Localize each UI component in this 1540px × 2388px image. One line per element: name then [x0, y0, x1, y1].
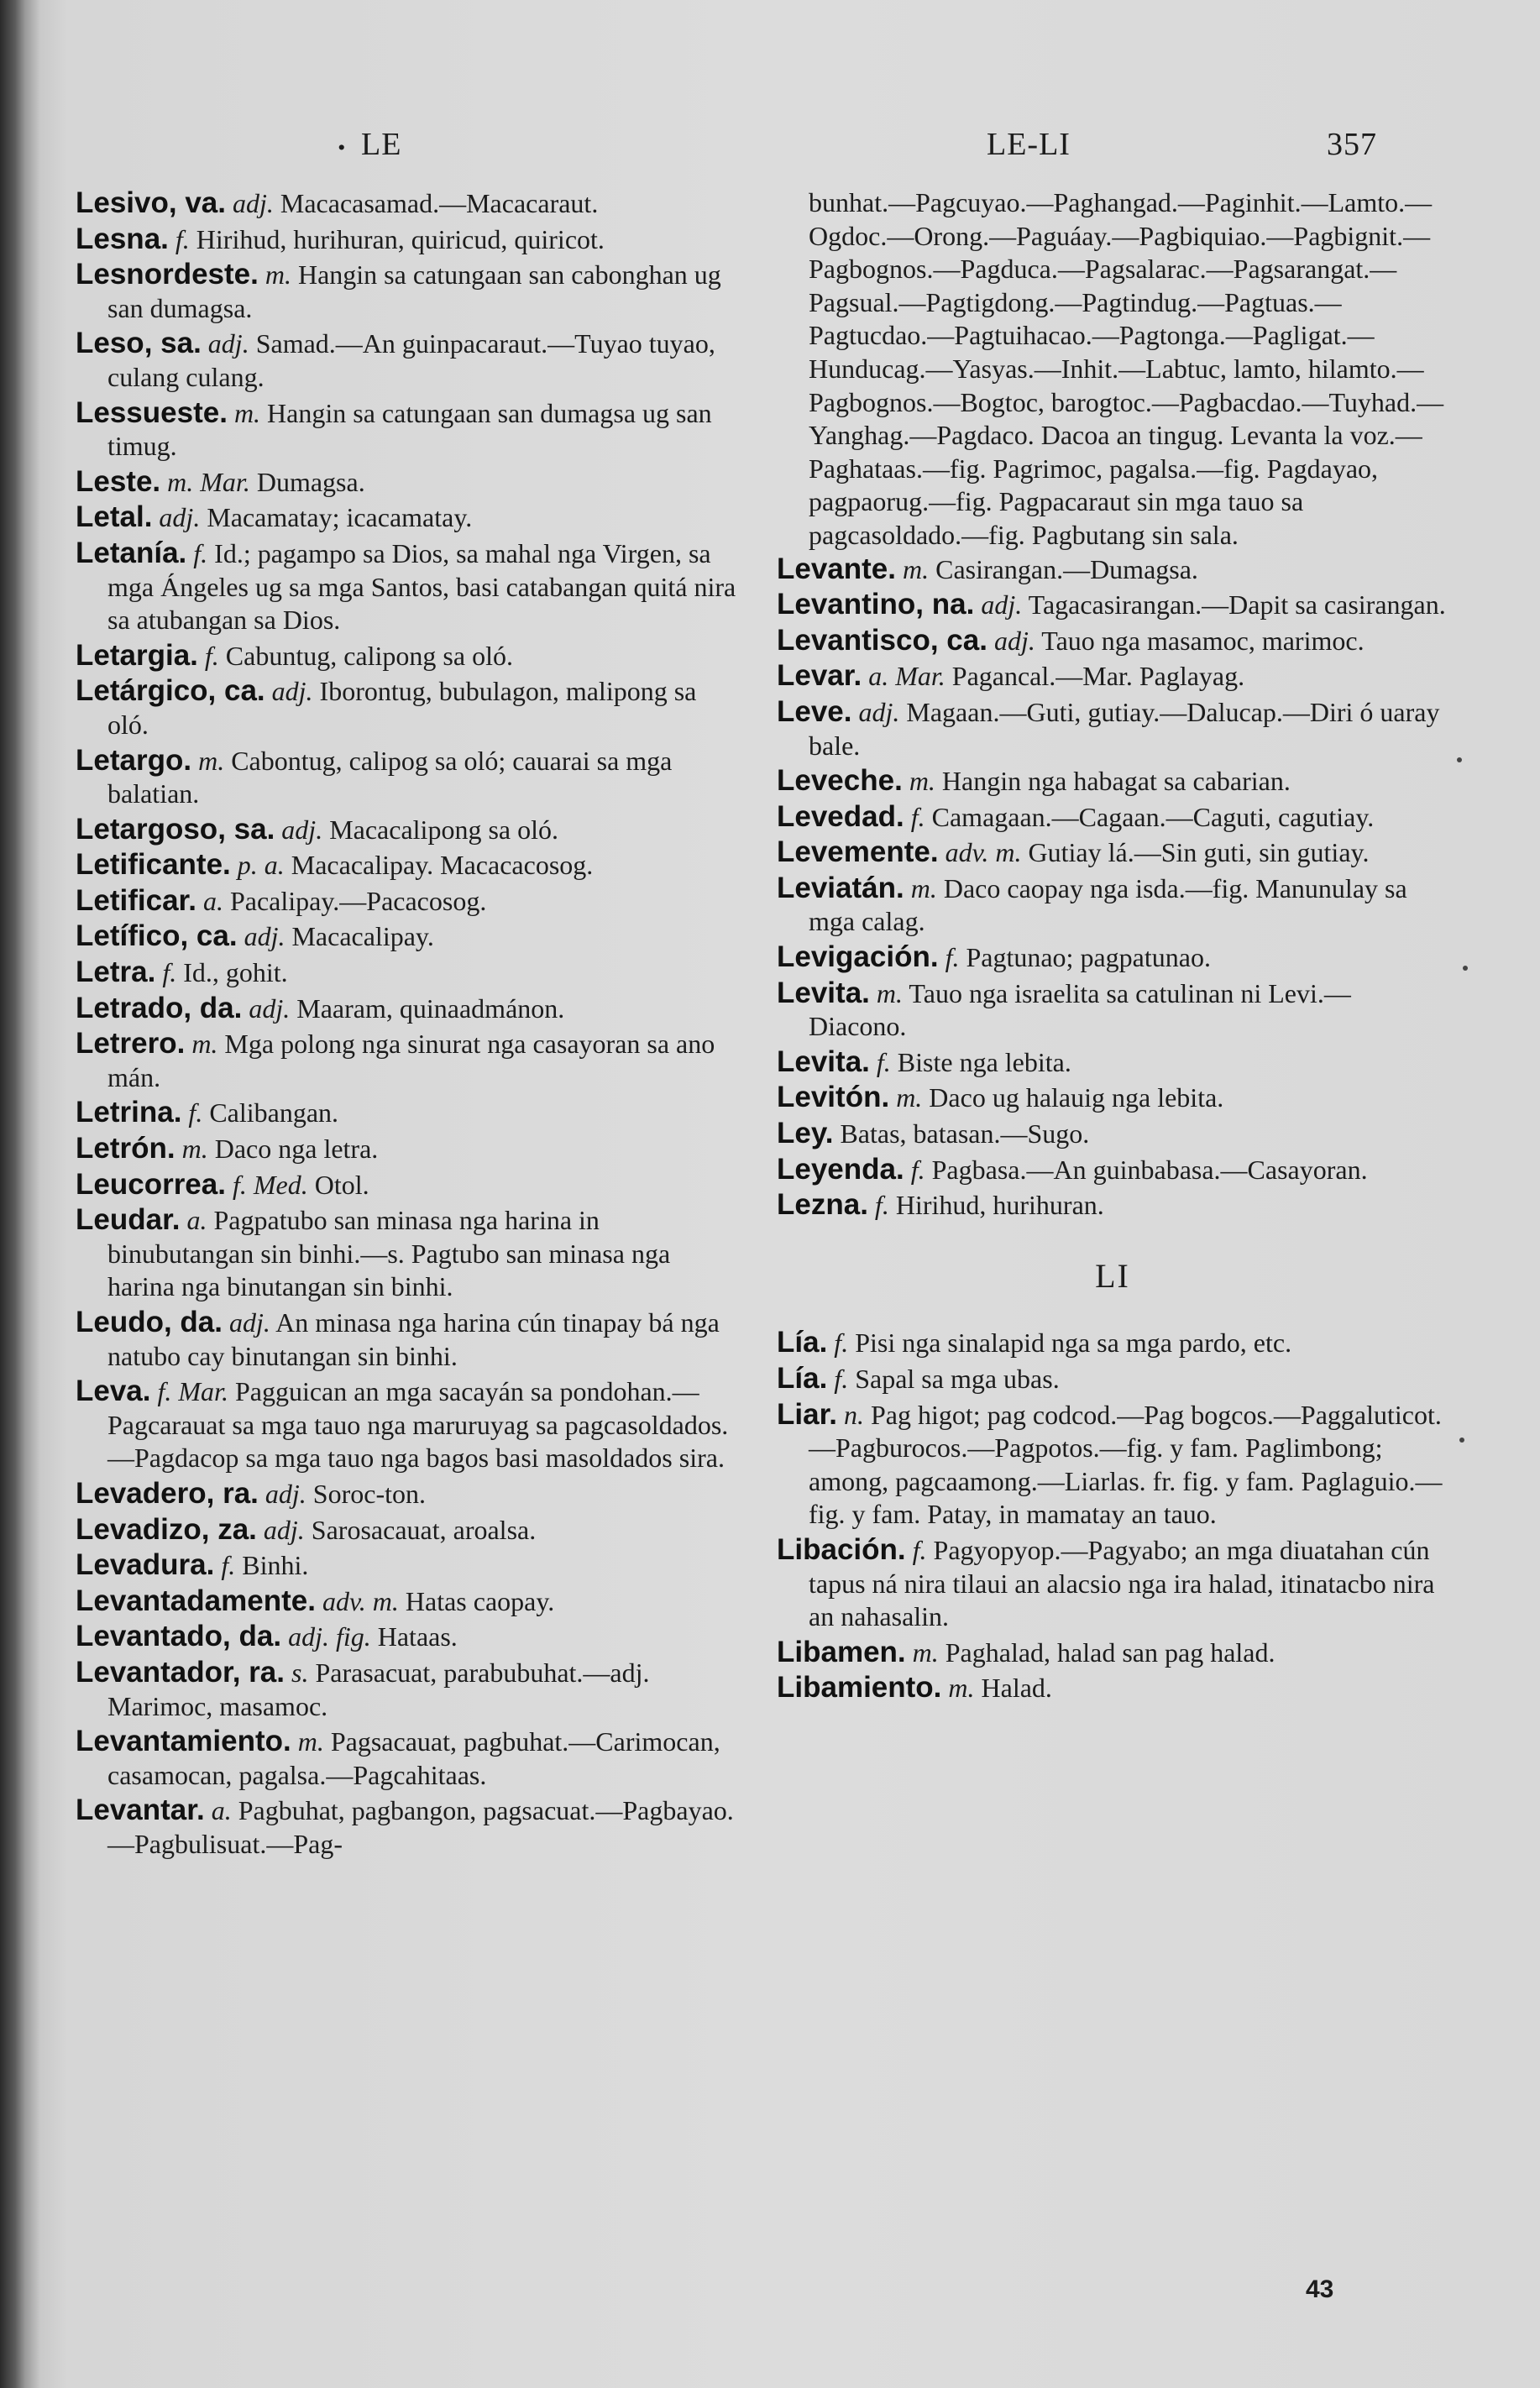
dictionary-entry	[777, 186, 1448, 552]
entry-definition: Pagpatubo san minasa nga harina in binubutangan sin binhi.—s. Pagtubo san minasa nga harina nga binutangan sin binhi.	[107, 1205, 671, 1302]
dictionary-entry	[76, 1548, 739, 1583]
dictionary-entry	[777, 872, 1448, 939]
entry-definition: Halad.	[981, 1673, 1052, 1704]
entry-grammar-abbr: m.	[909, 766, 935, 797]
dictionary-entry	[777, 1671, 1448, 1705]
entry-definition: Pagyopyop.—Pagyabo; an mga diuatahan cún tapus ná nira tilaui an alacsio nga ira halad, itinatacbo nira an nahasalin.	[809, 1534, 1435, 1632]
dictionary-entry	[76, 1620, 739, 1654]
entry-grammar-abbr: f.	[193, 537, 208, 568]
entry-headword: Letargoso, sa.	[76, 812, 275, 846]
entry-grammar-abbr: m.	[903, 553, 930, 584]
entry-definition: Daco ug halauig nga lebita.	[929, 1082, 1224, 1113]
entry-grammar-abbr: a. Mar.	[868, 661, 945, 692]
entry-definition: Hangin sa catungaan san dumagsa ug san timug.	[107, 397, 712, 462]
entry-grammar-abbr: s.	[291, 1657, 309, 1688]
dictionary-entry	[76, 813, 739, 847]
entry-definition: Magaan.—Guti, gutiay.—Dalucap.—Diri ó uaray bale.	[809, 696, 1440, 761]
entry-headword: Levemente.	[777, 835, 939, 869]
entry-grammar-abbr: f.	[874, 1190, 889, 1221]
dictionary-entry	[76, 537, 739, 637]
entry-grammar-abbr: a.	[186, 1205, 207, 1236]
ink-speck	[1459, 1438, 1464, 1443]
entry-headword: Levantado, da.	[76, 1620, 282, 1653]
dictionary-entry	[76, 1168, 739, 1202]
entry-grammar-abbr: f.	[910, 1154, 925, 1185]
entry-definition: Hirihud, hurihuran.	[895, 1190, 1104, 1221]
dictionary-entry	[76, 884, 739, 919]
entry-grammar-abbr: adj.	[159, 502, 201, 533]
entry-headword: Levadero, ra.	[76, 1476, 259, 1510]
entry-headword: Levadura.	[76, 1548, 215, 1582]
header-left: . LE	[361, 126, 401, 163]
entry-headword: Letal.	[76, 500, 153, 534]
entry-definition: Macacalipay. Macacacosog.	[291, 850, 594, 881]
entry-headword: Letrado, da.	[76, 991, 243, 1024]
dictionary-entry	[777, 1636, 1448, 1670]
entry-grammar-abbr: f.	[910, 801, 925, 832]
entry-grammar-abbr: adj.	[207, 328, 249, 359]
entry-grammar-abbr: m.	[910, 872, 937, 903]
entry-definition: Hatas caopay.	[405, 1585, 555, 1616]
entry-headword: Letra.	[76, 956, 156, 989]
entry-grammar-abbr: adv. m.	[322, 1585, 399, 1616]
entry-definition: Tagacasirangan.—Dapit sa casirangan.	[1028, 589, 1446, 621]
entry-grammar-abbr: a.	[211, 1795, 232, 1826]
entry-headword: Levitón.	[777, 1081, 890, 1114]
running-header	[0, 126, 1540, 176]
entry-grammar-abbr: p. a.	[237, 850, 285, 881]
dictionary-entry	[76, 465, 739, 500]
entry-definition: Cabuntug, calipong sa oló.	[225, 640, 513, 671]
dictionary-entry	[76, 223, 739, 257]
entry-grammar-abbr: f.	[834, 1364, 849, 1394]
ink-speck	[1457, 757, 1462, 762]
entry-headword: Leva.	[76, 1375, 151, 1408]
entry-definition: Dumagsa.	[256, 466, 365, 497]
entry-definition: Tauo nga masamoc, marimoc.	[1041, 625, 1365, 656]
entry-grammar-abbr: adj.	[232, 188, 274, 218]
entry-grammar-abbr: m.	[297, 1726, 324, 1757]
entry-definition: Daco caopay nga isda.—fig. Manunulay sa mga calag.	[809, 872, 1407, 937]
entry-grammar-abbr: m.	[912, 1637, 939, 1668]
entry-grammar-abbr: f.	[945, 942, 960, 973]
entry-grammar-abbr: f. Mar.	[157, 1376, 228, 1407]
entry-headword: Liar.	[777, 1397, 837, 1431]
entry-grammar-abbr: adj.	[981, 589, 1023, 621]
dictionary-entry	[777, 588, 1448, 622]
entry-definition: Otol.	[314, 1169, 369, 1200]
dictionary-entry	[777, 764, 1448, 799]
dictionary-entry	[76, 1794, 739, 1861]
entry-headword: Lessueste.	[76, 395, 228, 429]
dictionary-entry	[777, 1117, 1448, 1151]
entry-definition: Camagaan.—Cagaan.—Caguti, cagutiay.	[931, 801, 1375, 832]
dictionary-entry	[76, 1656, 739, 1723]
entry-definition: An minasa nga harina cún tinapay bá nga natubo cay binutangan sin binhi.	[107, 1307, 720, 1371]
entry-definition: Id., gohit.	[183, 957, 288, 988]
entry-grammar-abbr: adj.	[263, 1514, 305, 1545]
entry-definition: Pagancal.—Mar. Paglayag.	[951, 661, 1245, 692]
entry-headword: Letárgico, ca.	[76, 674, 265, 708]
entry-grammar-abbr: adj.	[271, 676, 313, 707]
entry-definition: Sapal sa mga ubas.	[855, 1364, 1060, 1394]
dictionary-entry	[76, 639, 739, 673]
entry-grammar-abbr: adj.	[265, 1478, 306, 1509]
dictionary-entry	[777, 977, 1448, 1044]
entry-headword: Leveche.	[777, 764, 903, 798]
entry-headword: Letanía.	[76, 536, 187, 569]
dictionary-entry	[777, 1081, 1448, 1115]
dictionary-entry	[777, 800, 1448, 835]
entry-headword: Levantar.	[76, 1794, 205, 1827]
entry-headword: Leviatán.	[777, 871, 904, 904]
entry-definition: Hangin sa catungaan san cabonghan ug san dumagsa.	[107, 259, 721, 323]
entry-headword: Letificar.	[76, 883, 196, 917]
entry-grammar-abbr: f.	[876, 1046, 891, 1077]
entry-grammar-abbr: m.	[876, 977, 903, 1008]
entry-headword: Leve.	[777, 694, 852, 728]
entry-grammar-abbr: f.	[912, 1534, 927, 1565]
entry-headword: Leyenda.	[777, 1152, 904, 1186]
dictionary-entry	[76, 327, 739, 394]
dictionary-entry	[76, 919, 739, 954]
dictionary-entry	[777, 695, 1448, 762]
entry-definition: Hirihud, hurihuran, quiricud, quiricot.	[196, 223, 605, 254]
dictionary-entry	[76, 992, 739, 1026]
entry-headword: Leso, sa.	[76, 327, 202, 360]
entry-grammar-abbr: m.	[198, 745, 225, 776]
dictionary-entry	[777, 1326, 1448, 1360]
dictionary-entry	[777, 1045, 1448, 1080]
entry-headword: Levantino, na.	[777, 588, 975, 621]
entry-grammar-abbr: f.	[204, 640, 219, 671]
entry-headword: Libación.	[777, 1532, 906, 1566]
dictionary-entry	[76, 500, 739, 535]
dictionary-entry	[777, 552, 1448, 587]
entry-headword: Letífico, ca.	[76, 919, 238, 953]
entry-grammar-abbr: m.	[181, 1134, 208, 1165]
entry-definition: Pagbuhat, pagbangon, pagsacuat.—Pagbayao.—Pagbulisuat.—Pag-	[107, 1795, 734, 1859]
entry-headword: Letrero.	[76, 1027, 186, 1060]
header-middle: LE-LI	[987, 127, 1071, 162]
dictionary-entry	[76, 258, 739, 325]
entry-definition: Gutiay lá.—Sin guti, sin gutiay.	[1028, 837, 1370, 868]
page-number: 357	[1327, 127, 1377, 162]
entry-grammar-abbr: m. Mar.	[167, 466, 250, 497]
entry-headword: Leudar.	[76, 1203, 181, 1237]
dictionary-entry	[76, 848, 739, 882]
entry-definition: Macamatay; icacamatay.	[207, 502, 473, 533]
entry-definition: Pagsacauat, pagbuhat.—Carimocan, casamocan, pagalsa.—Pagcahitaas.	[107, 1726, 720, 1790]
dictionary-entry	[76, 1513, 739, 1547]
entry-headword: Levadizo, za.	[76, 1512, 257, 1546]
ink-speck	[1463, 966, 1468, 971]
entry-headword: Levigación.	[777, 940, 939, 974]
entry-grammar-abbr: f. Med.	[232, 1169, 308, 1200]
entry-headword: Leste.	[76, 464, 161, 498]
entry-headword: Levantamiento.	[76, 1725, 291, 1758]
entry-headword: Letificante.	[76, 848, 231, 882]
entry-definition: bunhat.—Pagcuyao.—Paghangad.—Paginhit.—Lamto.—Ogdoc.—Orong.—Paguáay.—Pagbiquiao.—Pagbignit.—Pagbognos.—Pagduca.—Pagsalarac.—Pagsarangat.—Pagsual.—Pagtigdong.—Pagtindug.—Pagtuas.—Pagtucdao.—Pagtuihacao.—Pagtonga.—Pagligat.—Hunducag.—Yasyas.—Inhit.—Labtuc, lamto, hilamto.—Pagbognos.—Bogtoc, barogtoc.—Pagbacdao.—Tuyhad.—Yanghag.—Pagdaco. Dacoa an tingug. Levanta la voz.—Paghataas.—fig. Pagrimoc, pagalsa.—fig. Pagdayao, pagpaorug.—fig. Pagpacaraut sin mga tauo sa pagcasoldado.—fig. Pagbutang sin sala.	[809, 187, 1444, 550]
entry-definition: Id.; pagampo sa Dios, sa mahal nga Virgen, sa mga Ángeles ug sa mga Santos, basi catabangan quitá nira sa atubangan sa Dios.	[107, 537, 736, 636]
right-column	[777, 186, 1448, 1707]
dictionary-entry	[76, 674, 739, 741]
entry-headword: Levante.	[777, 552, 896, 585]
entry-grammar-abbr: f.	[175, 223, 190, 254]
entry-headword: Leudo, da.	[76, 1306, 223, 1338]
entry-headword: Levita.	[777, 1045, 870, 1078]
dictionary-entry	[777, 1188, 1448, 1223]
entry-grammar-abbr: m.	[896, 1082, 923, 1113]
entry-grammar-abbr: m.	[191, 1029, 218, 1060]
entry-definition: Tauo nga israelita sa catulinan ni Levi.—Diacono.	[809, 977, 1351, 1042]
dictionary-entry	[76, 1375, 739, 1475]
entry-definition: Maaram, quinaadmánon.	[296, 992, 565, 1024]
entry-definition: Macacalipong sa oló.	[329, 814, 558, 845]
entry-definition: Soroc-ton.	[312, 1478, 426, 1509]
dictionary-entry	[76, 1096, 739, 1130]
entry-headword: Levantador, ra.	[76, 1655, 285, 1689]
entry-definition: Sarosacauat, aroalsa.	[311, 1514, 537, 1545]
entry-grammar-abbr: f.	[188, 1097, 203, 1129]
entry-definition: Casirangan.—Dumagsa.	[935, 553, 1198, 584]
dictionary-entry	[76, 1132, 739, 1166]
entry-grammar-abbr: m.	[948, 1673, 975, 1704]
entry-grammar-abbr: f.	[221, 1550, 236, 1581]
entry-grammar-abbr: a.	[202, 885, 223, 916]
entry-definition: Daco nga letra.	[214, 1134, 379, 1165]
entry-grammar-abbr: adj.	[858, 696, 900, 727]
entry-headword: Letrina.	[76, 1096, 182, 1129]
entry-definition: Pisi nga sinalapid nga sa mga pardo, etc.	[855, 1328, 1292, 1359]
dictionary-entry	[777, 659, 1448, 694]
entry-headword: Leucorrea.	[76, 1167, 226, 1201]
entry-headword: Letargo.	[76, 743, 192, 777]
entry-headword: Ley.	[777, 1117, 834, 1150]
entry-definition: Pag higot; pag codcod.—Pag bogcos.—Paggaluticot.—Pagburocos.—Pagpotos.—fig. y fam. Paglimbong; among, pagcaamong.—Liarlas. fr. fig. y fam. Paglaguio.—fig. y fam. Patay, in mamatay an tauo.	[809, 1399, 1443, 1530]
entry-headword: Lesna.	[76, 222, 169, 255]
entry-definition: Samad.—An guinpacaraut.—Tuyao tuyao, culang culang.	[107, 328, 715, 392]
dictionary-entry	[76, 744, 739, 811]
entry-definition: Macacalipay.	[291, 921, 434, 952]
entry-definition: Pacalipay.—Pacacosog.	[229, 885, 487, 916]
dictionary-entry	[777, 1398, 1448, 1532]
entry-headword: Levedad.	[777, 799, 904, 833]
entry-headword: Letrón.	[76, 1132, 175, 1165]
entry-grammar-abbr: adj.	[993, 625, 1035, 656]
entry-grammar-abbr: adj. fig.	[288, 1621, 371, 1652]
dictionary-entry	[76, 1725, 739, 1792]
section-title: LI	[1095, 1256, 1130, 1295]
entry-definition: Batas, batasan.—Sugo.	[840, 1118, 1090, 1149]
right-column-bottom	[777, 1326, 1448, 1705]
entry-grammar-abbr: m.	[265, 259, 291, 291]
dictionary-entry	[76, 956, 739, 990]
dictionary-entry	[76, 1306, 739, 1373]
dictionary-entry	[76, 1584, 739, 1619]
dictionary-entry	[777, 1533, 1448, 1634]
dictionary-entry	[777, 624, 1448, 658]
entry-grammar-abbr: m.	[233, 397, 261, 428]
entry-definition: Macacasamad.—Macacaraut.	[280, 188, 599, 218]
entry-headword: Levita.	[777, 976, 870, 1009]
entry-definition: Parasacuat, parabubuhat.—adj. Marimoc, masamoc.	[107, 1657, 650, 1721]
entry-headword: Libamiento.	[777, 1671, 942, 1705]
entry-definition: Calibangan.	[209, 1097, 339, 1129]
folio-mark: 43	[1306, 2275, 1334, 2303]
entry-grammar-abbr: adj.	[281, 814, 323, 845]
entry-definition: Paghalad, halad san pag halad.	[945, 1637, 1275, 1668]
entry-headword: Lía.	[777, 1326, 828, 1359]
entry-grammar-abbr: adj.	[229, 1307, 270, 1338]
left-column	[76, 186, 739, 1863]
dictionary-entry	[76, 186, 739, 221]
entry-grammar-abbr: adj.	[244, 921, 285, 952]
entry-definition: Hangin nga habagat sa cabarian.	[941, 766, 1291, 797]
entry-definition: Pagguican an mga sacayán sa pondohan.—Pagcarauat sa mga tauo nga maruruyag sa pagcasoldados.—Pagdacop sa mga tauo nga bagos basi masoldados sira.	[107, 1376, 729, 1474]
dictionary-entry	[777, 835, 1448, 870]
entry-headword: Libamen.	[777, 1635, 906, 1668]
entry-headword: Letargia.	[76, 638, 198, 672]
entry-definition: Iborontug, bubulagon, malipong sa oló.	[107, 676, 697, 740]
dictionary-entry	[76, 1027, 739, 1094]
dictionary-entry	[76, 396, 739, 463]
entry-grammar-abbr: f.	[162, 957, 177, 988]
entry-headword: Levantisco, ca.	[777, 623, 987, 657]
entry-definition: Biste nga lebita.	[897, 1046, 1071, 1077]
entry-headword: Lezna.	[777, 1188, 868, 1222]
dictionary-entry	[76, 1203, 739, 1304]
entry-headword: Lesivo, va.	[76, 186, 226, 219]
dictionary-entry	[777, 1153, 1448, 1187]
dictionary-entry	[777, 1362, 1448, 1396]
entry-headword: Lía.	[777, 1362, 828, 1395]
dictionary-entry	[777, 940, 1448, 975]
right-column-top	[777, 186, 1448, 1223]
entry-grammar-abbr: f.	[834, 1328, 849, 1359]
entry-headword: Levar.	[777, 659, 862, 693]
entry-headword: Lesnordeste.	[76, 258, 259, 291]
dictionary-entry	[76, 1477, 739, 1511]
entry-headword: Levantadamente.	[76, 1584, 316, 1617]
entry-definition: Pagtunao; pagpatunao.	[966, 942, 1211, 973]
entry-definition: Hataas.	[377, 1621, 458, 1652]
entry-definition: Pagbasa.—An guinbabasa.—Casayoran.	[931, 1154, 1368, 1185]
entry-grammar-abbr: adj.	[249, 992, 291, 1024]
entry-grammar-abbr: n.	[843, 1399, 864, 1430]
entry-definition: Binhi.	[242, 1550, 309, 1581]
entry-definition: Cabontug, calipog sa oló; cauarai sa mga balatian.	[107, 745, 673, 809]
entry-definition: Mga polong nga sinurat nga casayoran sa ano mán.	[107, 1029, 715, 1092]
entry-grammar-abbr: adv. m.	[945, 837, 1022, 868]
